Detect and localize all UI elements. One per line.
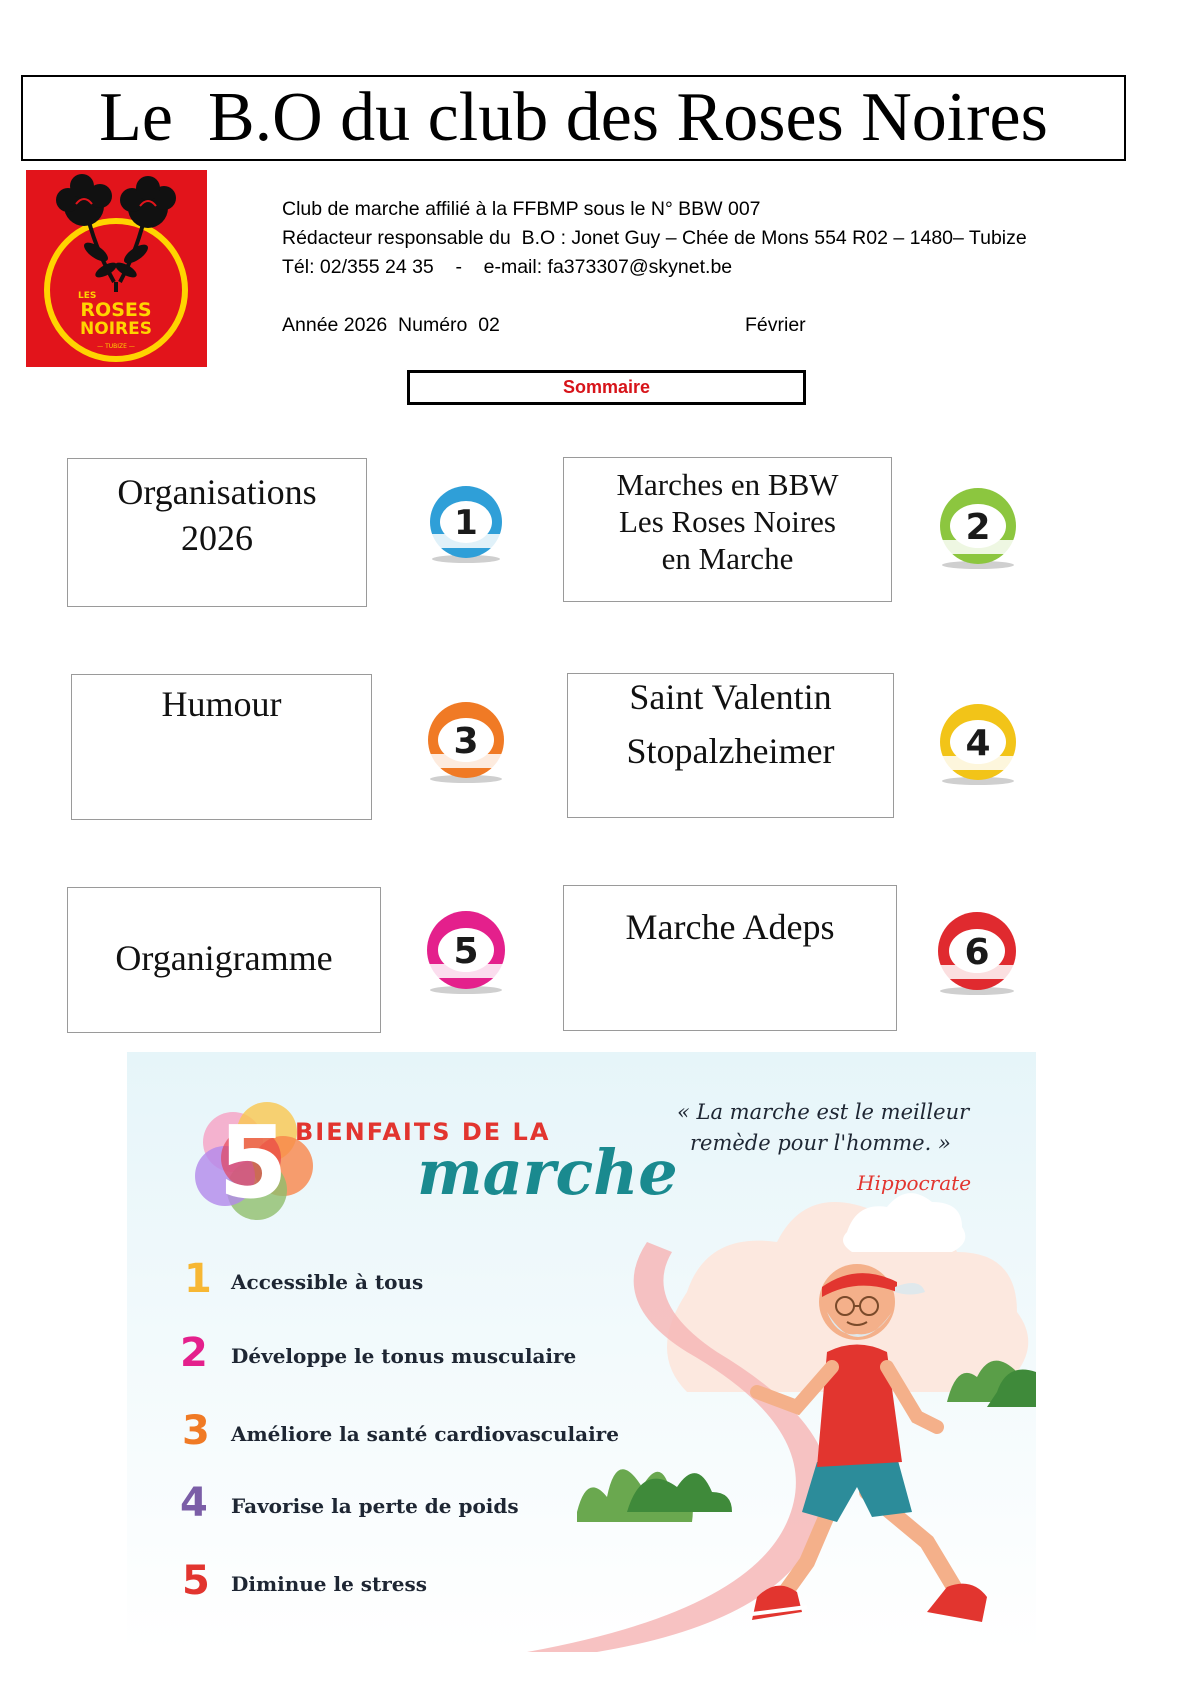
number-ball-1-icon [420, 482, 512, 564]
heading-top: BIENFAITS DE LA [295, 1118, 551, 1146]
svg-text:4: 4 [965, 723, 991, 764]
summary-item-label: 2026 [181, 518, 253, 558]
summary-item-label: en Marche [661, 541, 794, 576]
contact-info: Tél: 02/355 24 35 - e-mail: fa373307@skynet.be [282, 256, 733, 278]
benefit-number-2: 2 [180, 1330, 208, 1376]
quote-line-2: remède pour l'homme. » [690, 1131, 951, 1155]
summary-item-marches-bbw[interactable] [563, 457, 892, 602]
summary-item-marche-adeps[interactable] [563, 885, 897, 1031]
svg-text:6: 6 [964, 932, 990, 973]
summary-item-label: Les Roses Noires [619, 504, 836, 539]
benefit-text-2: Développe le tonus musculaire [231, 1344, 577, 1368]
club-logo [26, 170, 207, 367]
number-ball-2-icon [930, 484, 1026, 570]
walking-man-illustration [687, 1242, 1017, 1652]
svg-text:ROSES: ROSES [80, 299, 152, 321]
heading-marche: marche [417, 1136, 678, 1209]
newsletter-title: Le B.O du club des Roses Noires [99, 79, 1048, 156]
benefits-infographic [127, 1052, 1036, 1652]
svg-text:— TUBIZE —: — TUBIZE — [97, 343, 135, 350]
svg-text:NOIRES: NOIRES [80, 319, 152, 339]
number-ball-4-icon [930, 700, 1026, 786]
sommaire-label: Sommaire [562, 377, 651, 397]
club-affiliation: Club de marche affilié à la FFBMP sous le N° BBW 007 [282, 198, 761, 220]
summary-item-label: Marche Adeps [625, 907, 835, 947]
benefit-text-5: Diminue le stress [231, 1572, 428, 1596]
benefit-text-1: Accessible à tous [231, 1270, 424, 1294]
summary-item-humour[interactable] [71, 674, 372, 820]
newsletter-title-box [21, 75, 1126, 161]
benefit-number-5: 5 [182, 1558, 210, 1604]
roses-logo-icon [26, 170, 207, 367]
svg-text:LES: LES [78, 291, 97, 301]
summary-item-label: Saint Valentin [629, 677, 832, 717]
svg-text:3: 3 [453, 721, 479, 762]
svg-text:1: 1 [454, 503, 478, 543]
five-flower-icon [187, 1092, 327, 1222]
benefit-number-3: 3 [182, 1408, 210, 1454]
summary-item-label: Organisations [117, 472, 317, 512]
issue-month: Février [745, 314, 806, 336]
summary-item-label: Organigramme [115, 938, 333, 978]
summary-item-label: Humour [161, 684, 282, 724]
issue-number: Année 2026 Numéro 02 [282, 314, 500, 336]
svg-text:2: 2 [965, 507, 991, 548]
benefit-number-4: 4 [180, 1480, 208, 1526]
number-ball-5-icon [418, 907, 514, 995]
sommaire-header [407, 370, 806, 405]
svg-text:5: 5 [453, 931, 479, 972]
editor-info: Rédacteur responsable du B.O : Jonet Guy – Chée de Mons 554 R02 – 1480– Tubize [282, 227, 1027, 249]
benefit-text-4: Favorise la perte de poids [231, 1494, 519, 1518]
summary-item-organisations[interactable] [67, 458, 367, 607]
number-ball-6-icon [928, 908, 1026, 996]
quote-line-1: « La marche est le meilleur [677, 1100, 970, 1124]
quote-author: Hippocrate [857, 1171, 972, 1195]
number-ball-3-icon [418, 698, 514, 784]
svg-text:5: 5 [218, 1104, 288, 1221]
benefit-number-1: 1 [184, 1256, 212, 1302]
summary-item-organigramme[interactable] [67, 887, 381, 1033]
summary-item-label: Stopalzheimer [626, 731, 835, 771]
benefit-text-3: Améliore la santé cardiovasculaire [231, 1422, 619, 1446]
summary-item-saint-valentin[interactable] [567, 673, 894, 818]
summary-item-label: Marches en BBW [616, 467, 839, 502]
